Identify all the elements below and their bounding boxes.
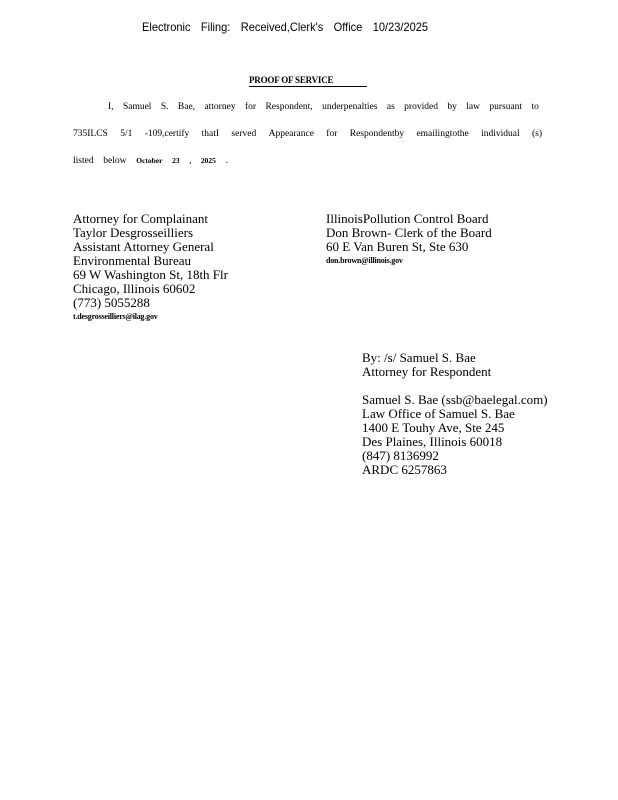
- complainant-line: Taylor Desgrosseilliers: [73, 225, 194, 240]
- statement-word: .: [225, 156, 228, 166]
- statement-word: by: [447, 102, 457, 112]
- complainant-line: Environmental Bureau: [73, 253, 192, 268]
- statement-word: provided: [404, 102, 438, 112]
- signature-contact-line: ARDC 6257863: [362, 462, 447, 477]
- statement-word: attorney: [204, 102, 236, 112]
- statement-word: S.: [160, 102, 169, 112]
- statement-word: 735ILCS: [73, 129, 108, 139]
- complainant-line: (773) 5055288: [73, 295, 150, 310]
- statement-word: I,: [108, 102, 114, 112]
- statement-word: Samuel: [122, 102, 152, 112]
- signature-block: [362, 351, 548, 477]
- statement-word: for: [326, 129, 338, 139]
- complainant-line: Assistant Attorney General: [73, 239, 214, 254]
- statement-word: Respondent,: [265, 102, 313, 112]
- statement-word: -109,certify: [144, 129, 190, 139]
- signature-spacer: [362, 379, 548, 393]
- board-line: IllinoisPollution Control Board: [326, 211, 489, 226]
- complainant-line: Attorney for Complainant: [73, 211, 209, 226]
- signature-contact-line: Law Office of Samuel S. Bae: [362, 406, 515, 421]
- signature-contact: [362, 393, 548, 477]
- statement-word: underpenalties: [322, 102, 378, 112]
- electronic-filing-header: Electronic Filing: Received,Clerk's Office 10/23/2025: [142, 20, 429, 34]
- statement-word: 23: [172, 156, 180, 165]
- service-statement-line-2: [73, 129, 542, 139]
- complainant-line: Chicago, Illinois 60602: [73, 281, 196, 296]
- signature-contact-line: Des Plaines, Illinois 60018: [362, 434, 503, 449]
- statement-word: below: [103, 156, 127, 166]
- signature-role: Attorney for Respondent: [362, 364, 492, 379]
- statement-word: served: [231, 129, 257, 139]
- statement-word: thatI: [201, 129, 220, 139]
- signature-contact-line: Samuel S. Bae (ssb@baelegal.com): [362, 392, 548, 407]
- statement-word: listed: [73, 156, 94, 166]
- signature-contact-line: (847) 8136992: [362, 448, 439, 463]
- statement-word: emailingtothe: [416, 129, 469, 139]
- complainant-line: 69 W Washington St, 18th Flr: [73, 267, 228, 282]
- document-title: PROOF OF SERVICE: [249, 75, 367, 87]
- statement-word: 5/1: [120, 129, 133, 139]
- board-email: don.brown@illinois.gov: [326, 256, 403, 265]
- complainant-email: t.desgrosseilliers@ilag.gov: [73, 312, 158, 321]
- statement-word: ,: [189, 156, 192, 165]
- complainant-attorney-block: [73, 212, 228, 324]
- service-statement-line-3: [73, 156, 228, 166]
- statement-word: (s): [531, 129, 542, 139]
- pollution-control-board-block: [326, 212, 492, 268]
- statement-word: 2025: [200, 156, 216, 165]
- statement-word: Respondentby: [349, 129, 405, 139]
- statement-word: Appearance: [268, 129, 314, 139]
- signature-contact-line: 1400 E Touhy Ave, Ste 245: [362, 420, 505, 435]
- board-line: 60 E Van Buren St, Ste 630: [326, 239, 469, 254]
- signature-by-line: By: /s/ Samuel S. Bae: [362, 350, 476, 365]
- statement-word: for: [244, 102, 257, 112]
- statement-word: pursuant: [489, 102, 523, 112]
- service-statement-line-1: [108, 102, 539, 112]
- statement-word: individual: [481, 129, 520, 139]
- statement-word: to: [531, 102, 539, 112]
- statement-word: October: [136, 156, 163, 165]
- statement-word: as: [386, 102, 395, 112]
- statement-word: law: [466, 102, 480, 112]
- board-line: Don Brown- Clerk of the Board: [326, 225, 492, 240]
- statement-word: Bae,: [177, 102, 196, 112]
